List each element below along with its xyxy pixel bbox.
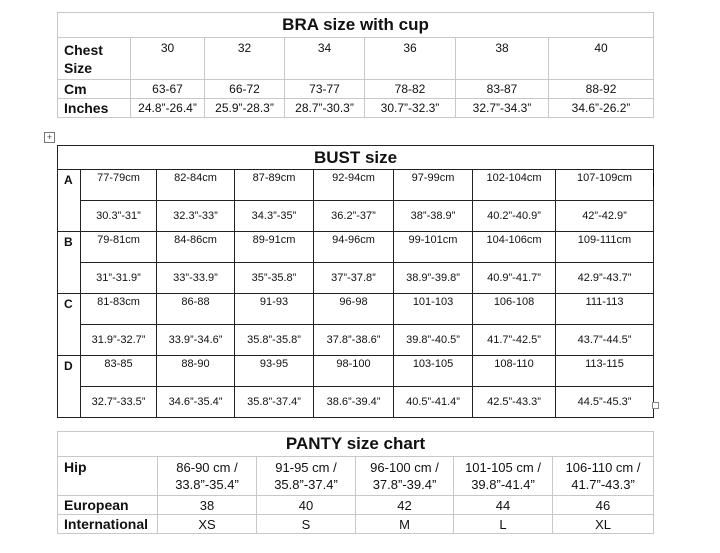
bust-inches-cell: 43.7”-44.5” — [556, 325, 654, 356]
bust-inches-cell: 35”-35.8” — [235, 263, 314, 294]
bust-cm-cell: 99-101cm — [394, 232, 473, 263]
bust-inches-cell: 37.8”-38.6” — [314, 325, 394, 356]
hip-cell — [158, 457, 257, 496]
bust-cm-cell: 107-109cm — [556, 170, 654, 201]
bra-cm-cell: 83-87 — [456, 80, 549, 99]
bust-inches-cell: 42.9”-43.7” — [556, 263, 654, 294]
bust-cm-cell: 97-99cm — [394, 170, 473, 201]
bust-cm-cell: 92-94cm — [314, 170, 394, 201]
bra-size-cell: 38 — [456, 38, 549, 80]
hip-cell — [553, 457, 654, 496]
bra-inches-cell: 32.7”-34.3” — [456, 99, 549, 118]
bra-cm-cell: 88-92 — [549, 80, 654, 99]
bust-cm-cell: 108-110 — [473, 356, 556, 387]
european-size-cell: 40 — [257, 496, 356, 515]
bust-cm-cell: 82-84cm — [157, 170, 235, 201]
bust-cm-cell: 96-98 — [314, 294, 394, 325]
hip-inches: 41.7”-43.3” — [571, 477, 635, 492]
bust-cm-cell: 87-89cm — [235, 170, 314, 201]
hip-cm: 86-90 cm / — [176, 460, 238, 475]
bust-inches-cell: 40.2”-40.9” — [473, 201, 556, 232]
hip-inches: 39.8”-41.4” — [471, 477, 535, 492]
international-size-cell: XL — [553, 515, 654, 534]
bust-inches-cell: 33.9”-34.6” — [157, 325, 235, 356]
international-size-cell: L — [454, 515, 553, 534]
bust-inches-cell: 36.2”-37” — [314, 201, 394, 232]
bra-inches-cell: 30.7”-32.3” — [365, 99, 456, 118]
bust-inches-cell: 31.9”-32.7” — [81, 325, 157, 356]
text-cursor — [653, 173, 654, 187]
bust-inches-cell: 31”-31.9” — [81, 263, 157, 294]
hip-cm: 101-105 cm / — [465, 460, 541, 475]
bust-inches-cell: 35.8”-35.8” — [235, 325, 314, 356]
european-size-cell: 44 — [454, 496, 553, 515]
bra-inches-cell: 34.6”-26.2” — [549, 99, 654, 118]
cup-label-b: B — [58, 232, 81, 294]
bust-cm-cell: 81-83cm — [81, 294, 157, 325]
bust-cm-cell: 91-93 — [235, 294, 314, 325]
bra-inches-cell: 25.9”-28.3” — [205, 99, 285, 118]
bust-inches-cell: 40.9”-41.7” — [473, 263, 556, 294]
european-size-cell: 46 — [553, 496, 654, 515]
bust-cm-cell: 94-96cm — [314, 232, 394, 263]
bra-inches-cell: 28.7”-30.3” — [285, 99, 365, 118]
bra-size-cell: 32 — [205, 38, 285, 80]
bust-cm-cell: 111-113 — [556, 294, 654, 325]
international-label: International — [58, 515, 158, 534]
hip-inches: 35.8”-37.4” — [274, 477, 338, 492]
bra-cm-cell: 63-67 — [131, 80, 205, 99]
bust-cm-cell: 109-111cm — [556, 232, 654, 263]
cup-label-c: C — [58, 294, 81, 356]
bust-inches-cell: 32.7”-33.5” — [81, 387, 157, 418]
bust-cm-cell: 93-95 — [235, 356, 314, 387]
hip-cell — [257, 457, 356, 496]
bra-size-cell: 30 — [131, 38, 205, 80]
bust-inches-cell: 38.6”-39.4” — [314, 387, 394, 418]
bust-inches-cell: 32.3”-33” — [157, 201, 235, 232]
bust-inches-cell: 39.8”-40.5” — [394, 325, 473, 356]
bust-table-title: BUST size — [58, 146, 654, 170]
bra-size-cell: 40 — [549, 38, 654, 80]
bra-size-cell: 34 — [285, 38, 365, 80]
bust-cm-cell: 104-106cm — [473, 232, 556, 263]
european-size-cell: 38 — [158, 496, 257, 515]
bust-inches-cell: 35.8”-37.4” — [235, 387, 314, 418]
bust-cm-cell: 77-79cm — [81, 170, 157, 201]
hip-inches: 37.8”-39.4” — [372, 477, 437, 492]
bra-inches-cell: 24.8”-26.4” — [131, 99, 205, 118]
bust-cm-cell: 79-81cm — [81, 232, 157, 263]
bra-size-table — [57, 12, 654, 118]
bust-cm-cell: 84-86cm — [157, 232, 235, 263]
bust-cm-cell: 113-115 — [556, 356, 654, 387]
european-size-cell: 42 — [356, 496, 454, 515]
bra-size-cell: 36 — [365, 38, 456, 80]
bust-cm-cell: 89-91cm — [235, 232, 314, 263]
table-resize-handle-icon[interactable] — [652, 402, 659, 409]
bust-cm-cell: 98-100 — [314, 356, 394, 387]
cup-label-d: D — [58, 356, 81, 418]
hip-cm: 106-110 cm / — [565, 460, 641, 475]
bust-inches-cell: 38.9”-39.8” — [394, 263, 473, 294]
cup-label-a: A — [58, 170, 81, 232]
bust-inches-cell: 42”-42.9” — [556, 201, 654, 232]
bust-inches-cell: 38”-38.9” — [394, 201, 473, 232]
european-label: European — [58, 496, 158, 515]
hip-cm: 91-95 cm / — [275, 460, 337, 475]
bust-cm-cell: 86-88 — [157, 294, 235, 325]
international-size-cell: M — [356, 515, 454, 534]
chest-size-label: Chest Size — [58, 38, 131, 80]
bust-cm-cell: 102-104cm — [473, 170, 556, 201]
bust-cm-cell: 106-108 — [473, 294, 556, 325]
bust-inches-cell: 40.5”-41.4” — [394, 387, 473, 418]
bust-inches-cell: 34.3”-35” — [235, 201, 314, 232]
bust-cm-cell: 103-105 — [394, 356, 473, 387]
hip-cell — [356, 457, 454, 496]
bust-inches-cell: 44.5”-45.3” — [556, 387, 654, 418]
cm-label: Cm — [58, 80, 131, 99]
hip-label: Hip — [58, 457, 158, 496]
bust-inches-cell: 41.7”-42.5” — [473, 325, 556, 356]
bra-cm-cell: 73-77 — [285, 80, 365, 99]
table-move-handle-icon[interactable]: + — [44, 132, 55, 143]
international-size-cell: S — [257, 515, 356, 534]
hip-inches: 33.8”-35.4” — [175, 477, 239, 492]
bust-inches-cell: 37”-37.8” — [314, 263, 394, 294]
hip-cell — [454, 457, 553, 496]
panty-table-title: PANTY size chart — [58, 432, 654, 457]
bust-size-table — [57, 145, 654, 418]
bra-cm-cell: 66-72 — [205, 80, 285, 99]
bra-table-title: BRA size with cup — [58, 13, 654, 38]
bust-inches-cell: 33”-33.9” — [157, 263, 235, 294]
bust-cm-cell: 88-90 — [157, 356, 235, 387]
bust-inches-cell: 34.6”-35.4” — [157, 387, 235, 418]
bust-cm-cell: 101-103 — [394, 294, 473, 325]
bra-cm-cell: 78-82 — [365, 80, 456, 99]
panty-size-table — [57, 431, 654, 534]
bust-inches-cell: 42.5”-43.3” — [473, 387, 556, 418]
international-size-cell: XS — [158, 515, 257, 534]
bust-inches-cell: 30.3”-31” — [81, 201, 157, 232]
bust-cm-cell: 83-85 — [81, 356, 157, 387]
inches-label: Inches — [58, 99, 131, 118]
hip-cm: 96-100 cm / — [370, 460, 439, 475]
